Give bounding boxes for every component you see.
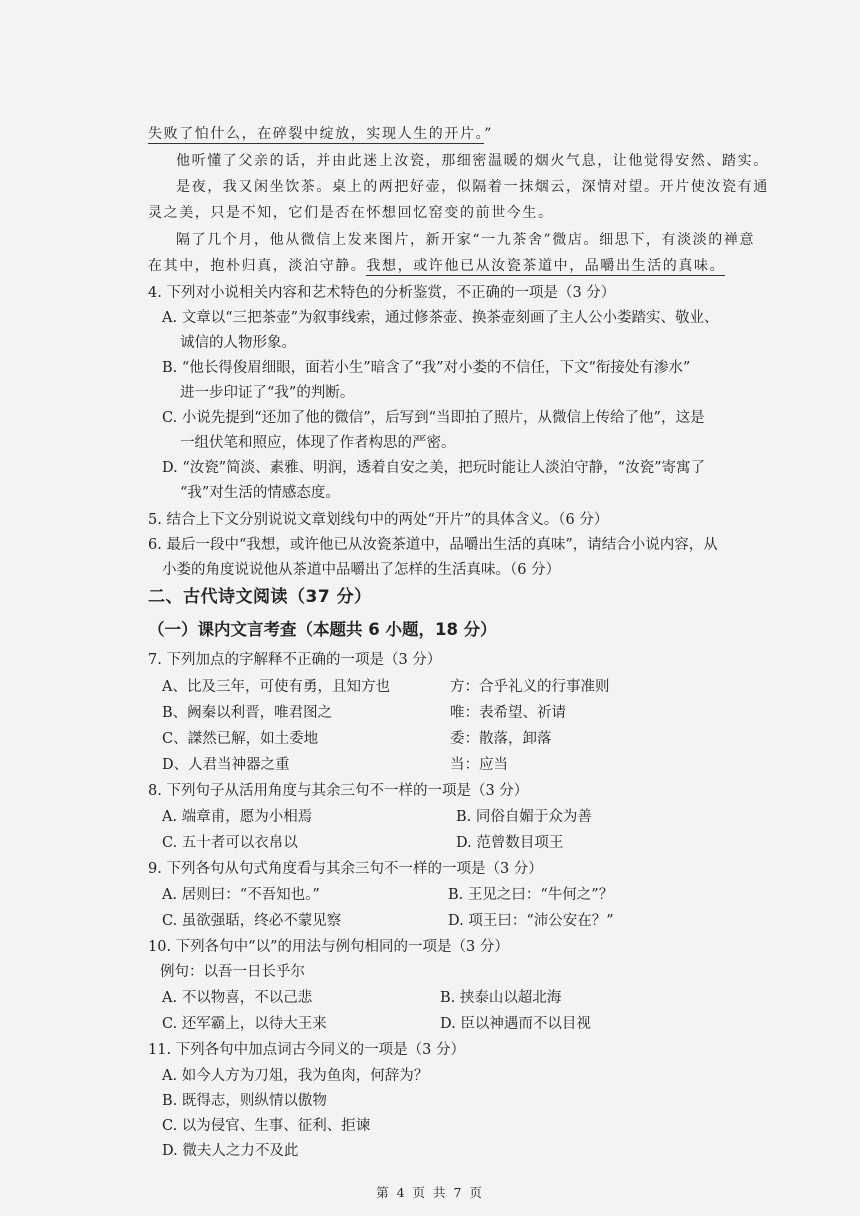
q4-option-d-line2: “我”对生活的情感态度。 — [180, 485, 340, 501]
q4-option-a-line1: A. 文章以“三把茶壶”为叙事线索，通过修茶壶、换茶壶刻画了主人公小娄踏实、敬业、 — [162, 310, 719, 326]
story-paragraph-4b: 在其中，抱朴归真，淡泊守静。我想，或许他已从汝瓷茶道中，品嚼出生活的真味。 — [148, 258, 726, 274]
q4-stem: 4. 下列对小说相关内容和艺术特色的分析鉴赏，不正确的一项是（3 分） — [148, 285, 616, 301]
story-paragraph-3a: 是夜，我又闲坐饮茶。桌上的两把好壶，似隔着一抹烟云，深情对望。开片使汝瓷有通 — [176, 179, 769, 195]
q9-option-a: A. 居则曰：“不吾知也。” — [162, 887, 320, 903]
q6-stem-line1: 6. 最后一段中“我想，或许他已从汝瓷茶道中，品嚼出生活的真味”，请结合小说内容，从 — [148, 537, 718, 553]
story-line-1: 失败了怕什么，在碎裂中绽放，实现人生的开片。” — [148, 126, 493, 142]
q10-option-d: D. 臣以神遇而不以目视 — [440, 1016, 591, 1032]
q4-option-d-line1: D. “汝瓷”简淡、素雅、明润，透着自安之美，把玩时能让人淡泊守静，“汝瓷”寄寓了 — [162, 460, 705, 476]
q10-example: 例句：以吾一日长乎尔 — [160, 964, 305, 980]
q11-option-b: B. 既得志，则纵情以傲物 — [162, 1093, 327, 1109]
underlined-sentence-2: 我想，或许他已从汝瓷茶道中，品嚼出生活的真味。 — [366, 258, 726, 274]
q10-option-c: C. 还军霸上，以待大王来 — [162, 1016, 327, 1032]
q8-option-b: B. 同俗自媚于众为善 — [456, 809, 592, 825]
q4-option-c-line2: 一组伏笔和照应，体现了作者构思的严密。 — [180, 435, 456, 451]
q8-stem: 8. 下列句子从活用角度与其余三句不一样的一项是（3 分） — [148, 783, 529, 799]
q8-option-a: A. 端章甫，愿为小相焉 — [162, 809, 313, 825]
q10-option-a: A. 不以物喜，不以己悲 — [162, 990, 313, 1006]
q7-option-a-gloss: 方：合乎礼义的行事准则 — [450, 679, 610, 695]
q7-option-b: B、阙秦以利晋，唯君图之 — [162, 705, 333, 721]
q11-option-d: D. 微夫人之力不及此 — [162, 1143, 299, 1159]
story-paragraph-3b: 灵之美，只是不知，它们是否在怀想回忆窑变的前世今生。 — [148, 205, 554, 221]
q9-option-b: B. 王见之曰：“牛何之”？ — [448, 887, 614, 903]
q7-stem: 7. 下列加点的字解释不正确的一项是（3 分） — [148, 652, 442, 668]
story-paragraph-2: 他听懂了父亲的话，并由此迷上汝瓷，那细密温暖的烟火气息，让他觉得安然、踏实。 — [176, 153, 769, 169]
q7-option-b-gloss: 唯：表希望、祈请 — [450, 705, 566, 721]
page-number: 第 4 页 共 7 页 — [376, 1185, 484, 1200]
q9-option-c: C. 虽欲强聒，终必不蒙见察 — [162, 913, 342, 929]
q4-option-b-line1: B. “他长得俊眉细眼，面若小生”暗含了“我”对小娄的不信任，下文“衔接处有渗水” — [162, 360, 691, 376]
q4-option-a-line2: 诚信的人物形象。 — [180, 335, 296, 351]
q4-option-c-line1: C. 小说先提到“还加了他的微信”，后写到“当即拍了照片，从微信上传给了他”，这是 — [162, 410, 705, 426]
q11-option-a: A. 如今人方为刀俎，我为鱼肉，何辞为？ — [162, 1068, 429, 1084]
q7-option-c-gloss: 委：散落，卸落 — [450, 731, 552, 747]
section-2-1-heading: （一）课内文言考查（本题共 6 小题，18 分） — [148, 620, 497, 639]
q9-stem: 9. 下列各句从句式角度看与其余三句不一样的一项是（3 分） — [148, 861, 543, 877]
q8-option-c: C. 五十者可以衣帛以 — [162, 835, 298, 851]
q10-option-b: B. 挟泰山以超北海 — [440, 990, 562, 1006]
q11-stem: 11. 下列各句中加点词古今同义的一项是（3 分） — [148, 1042, 466, 1058]
q7-option-a: A、比及三年，可使有勇，且知方也 — [162, 679, 390, 695]
q7-option-d-gloss: 当：应当 — [450, 757, 508, 773]
q8-option-d: D. 范曾数目项王 — [456, 835, 564, 851]
q6-stem-line2: 小娄的角度说说他从茶道中品嚼出了怎样的生活真味。（6 分） — [162, 562, 561, 578]
underlined-sentence-1: 失败了怕什么，在碎裂中绽放，实现人生的开片。 — [148, 126, 485, 142]
q5-stem: 5. 结合上下文分别说说文章划线句中的两处“开片”的具体含义。（6 分） — [148, 512, 609, 528]
story-paragraph-4a: 隔了几个月，他从微信上发来图片，新开家“一九茶舍”微店。细思下，有淡淡的禅意 — [176, 232, 756, 248]
q7-option-c: C、謋然已解，如土委地 — [162, 731, 319, 747]
q4-option-b-line2: 进一步印证了“我”的判断。 — [180, 385, 355, 401]
section-2-heading: 二、古代诗文阅读（37 分） — [148, 587, 372, 607]
q11-option-c: C. 以为侵官、生事、征利、拒谏 — [162, 1118, 371, 1134]
q7-option-d: D、人君当神器之重 — [162, 757, 290, 773]
q9-option-d: D. 项王曰：“沛公安在？” — [448, 913, 614, 929]
q10-stem: 10. 下列各句中“以”的用法与例句相同的一项是（3 分） — [148, 939, 509, 955]
